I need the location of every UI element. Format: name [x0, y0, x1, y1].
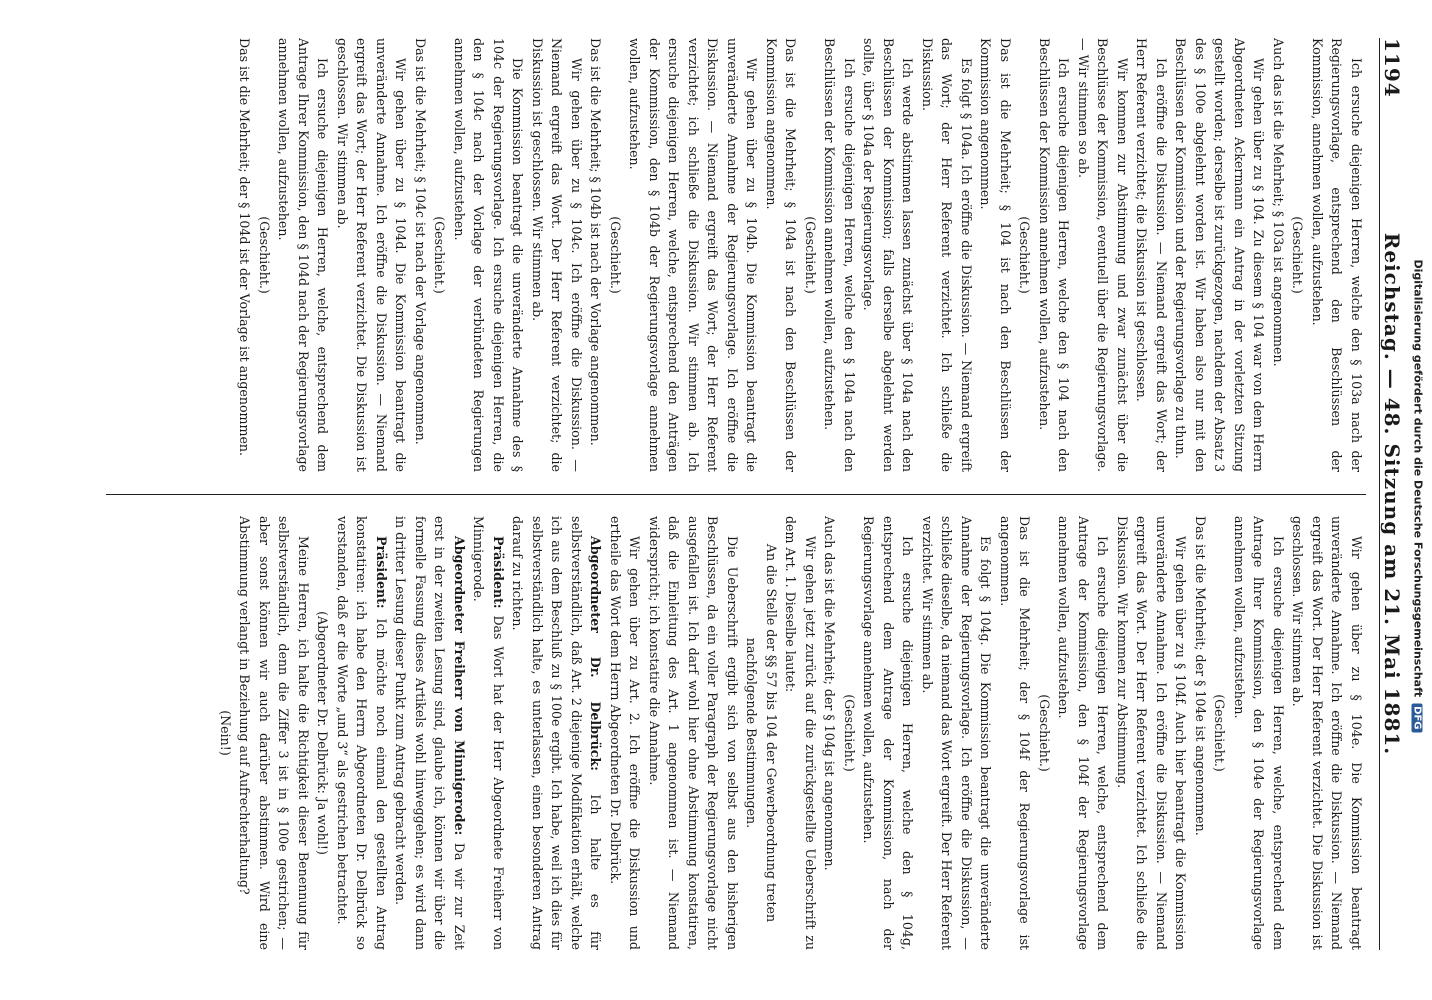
speaker-paragraph: [391, 516, 469, 950]
running-title: Reichstag. — 48. Sitzung am 21. Mai 1881.: [1380, 232, 1404, 756]
right-column: [76, 516, 1366, 950]
text-paragraph: Das ist die Mehrheit; § 104 ist nach den Beschlüssen der Kommission angenommen.: [978, 38, 1013, 472]
text-paragraph: Es folgt § 104g. Die Kommission beantragt die unveränderte Annahme der Regierungsvorlage. Ich eröffne die Diskussion, — schließe dieselbe, da niemand das Wort ergreift. Der Herr Referent verzichtet. Wir stimmen ab.: [920, 516, 994, 950]
centered-note: (Geschieht.): [257, 216, 272, 294]
text-paragraph: Ich ersuche diejenigen Herren, welche den § 104a nach den Beschlüssen der Kommission annehmen wollen, aufzustehen.: [822, 38, 857, 472]
text-paragraph: Das ist die Mehrheit; § 104a ist nach den Beschlüssen der Kommission angenommen.: [764, 38, 799, 472]
speaker-name: Präsident:: [491, 536, 506, 609]
text-paragraph: Wir kommen zur Abstimmung und zwar zunächst über die Beschlüsse der Kommission, eventuell über die Regierungsvorlage. — Wir stimmen so ab.: [1076, 38, 1130, 472]
centered-note: (Geschieht.): [1037, 694, 1052, 772]
text-paragraph: Wir gehen über zu § 104d. Die Kommission beantragt die unveränderte Annahme. Ich eröffne die Diskussion. — Niemand ergreift das Wort; der Herr Referent verzichtet. Die Diskussion ist geschlossen. Wir stimmen ab.: [335, 38, 409, 472]
text-paragraph: Das ist die Mehrheit; der § 104d ist der Vorlage ist angenommen.: [237, 38, 253, 457]
centered-note: (Geschieht.): [842, 694, 857, 772]
text-paragraph: Ich werde abstimmen lassen zunächst über § 104a nach den Beschlüssen der Kommission; falls derselbe abgelehnt werden sollte, über § 104a der Regierungsvorlage.: [861, 38, 916, 472]
speaker-name: Abgeordneter Dr. Delbrück:: [588, 536, 604, 771]
credit-line: [1412, 259, 1425, 732]
centered-note: An die Stelle der §§ 57 bis 104 der Gewerbeordnung treten nachfolgende Bestimmungen.: [744, 543, 779, 923]
page-header: [1379, 38, 1406, 950]
text-paragraph: Es folgt § 104a. Ich eröffne die Diskussion. — Niemand ergreift das Wort; der Herr Referent verzichtet. Ich schließe die Diskussion.: [920, 38, 974, 472]
text-paragraph: Das ist die Mehrheit; § 104c ist nach der Vorlage angenommen.: [413, 38, 428, 445]
speaker-paragraph: [469, 516, 508, 950]
text-paragraph: Ich ersuche diejenigen Herren, welche, entsprechend dem Antrage Ihrer Kommission, den § 104d nach der Regierungsvorlage annehmen wollen, aufzustehen.: [276, 38, 331, 472]
text-paragraph: Meine Herren, ich halte die Richtigkeit dieser Benennung für selbstverständlich, denn die Ziffer 3 ist in § 100e gestrichen; — aber sonst können wir auch darüber abstimmen. Wird eine Abstimmung verlangt in Beziehung auf Aufrechterhaltung?: [237, 516, 311, 950]
page-body: [0, 38, 1432, 950]
text-paragraph: Das ist die Mehrheit; § 104b ist nach der Vorlage angenommen.: [588, 38, 604, 446]
centered-note: (Geschieht.): [1017, 216, 1033, 294]
centered-note: (Abgeordneter Dr. Delbrück: Ja wohl!): [315, 611, 331, 855]
centered-note: (Nein!): [218, 710, 233, 756]
text-columns: [76, 38, 1366, 950]
text-paragraph: Wir gehen über zu § 104. Zu diesem § 104 war von dem Herrn Abgeordneten Ackermann ein Antrag in der vorletzten Sitzung gestellt worden; derselbe ist zurückgezogen, nachdem der Absatz 3 des § 100e abgelehnt worden ist. Wir haben also nur mit den Beschlüssen der Kommission und der Regierungsvorlage zu thun.: [1173, 38, 1267, 472]
text-paragraph: Ich eröffne die Diskussion. — Niemand ergreift das Wort; der Herr Referent verzichtet; die Diskussion ist geschlossen.: [1134, 38, 1169, 472]
text-paragraph: Wir gehen über zu § 104f. Auch hier beantragt die Kommission unveränderte Annahme. Ich eröffne die Diskussion. — Niemand ergreift das Wort. Der Herr Referent verzichtet. Ich schließe die Diskussion. Wir kommen zur Abstimmung.: [1115, 516, 1189, 950]
text-paragraph: Die Ueberschrift ergibt sich von selbst aus den bisherigen Beschlüssen, da ein voller Paragraph der Regierungsvorlage nicht ausgefallen ist. Ich darf wohl hier ohne Abstimmung konstatiren, daß die Einleitung des Art. 1 angenommen ist. — Niemand widerspricht; ich konstatire die Annahme.: [647, 516, 740, 950]
dfg-logo: DFG: [1412, 703, 1423, 732]
centered-note: (Geschieht.): [608, 216, 623, 294]
centered-note: (Geschieht.): [803, 216, 818, 294]
text-paragraph: Ich ersuche diejenigen Herren, welche, entsprechend dem Antrage der Kommission, den § 104f der Regierungsvorlage annehmen wollen, aufzustehen.: [1056, 516, 1111, 950]
text-paragraph: Ich ersuche diejenigen Herren, welche den § 104 nach den Beschlüssen der Kommission annehmen wollen, aufzustehen.: [1037, 38, 1072, 472]
text-paragraph: Auch das ist die Mehrheit; der § 104g ist angenommen.: [822, 516, 838, 871]
speaker-paragraph: [333, 516, 392, 950]
page-number: 1194: [1380, 38, 1404, 98]
text-paragraph: Ich ersuche diejenigen Herren, welche, entsprechend dem Antrage Ihrer Kommission, den § 104e der Regierungsvorlage annehmen wollen, aufzustehen.: [1232, 516, 1286, 950]
text-paragraph: Wir gehen über zu § 104c. Ich eröffne die Diskussion. — Niemand ergreift das Wort. Der Herr Referent verzichtet; die Diskussion ist geschlossen. Wir stimmen ab.: [530, 38, 584, 472]
speech-text: Ich möchte noch einmal den gestellten Antrag konstatiren: ich habe den Herrn Abgeordneten Dr. Delbrück so verstanden, daß er die Worte „und 3“ als gestrichen betrachtet.: [335, 516, 389, 950]
speech-text: Ich halte es für selbstverständlich, daß Art. 2 diejenige Modifikation erhält, welche ich aus dem Beschluß zu § 100e ergibt. Ich habe, weil ich dies für selbstverständlich halte, es unterlassen, einen besonderen Antrag darauf zu richten.: [510, 516, 604, 950]
text-paragraph: Wir gehen über zu § 104e. Die Kommission beantragt unveränderte Annahme. Ich eröffne die Diskussion. — Niemand ergreift das Wort. Der Herr Referent verzichtet. Die Diskussion ist geschlossen. Wir stimmen ab.: [1290, 516, 1364, 950]
text-paragraph: Die Kommission beantragt die unveränderte Annahme des § 104c der Regierungsvorlage. Ich ersuche diejenigen Herren, die den § 104c nach der Vorlage der verbündeten Regierungen annehmen wollen, aufzustehen.: [452, 38, 526, 472]
speaker-name: Präsident:: [374, 536, 389, 609]
speaker-paragraph: [508, 516, 606, 950]
digitization-credit: [1404, 8, 1432, 984]
column-divider: [106, 494, 1366, 495]
speech-text: Das Wort hat der Herr Abgeordnete Freiherr von Minnigerode.: [471, 516, 506, 950]
centered-note: (Geschieht.): [1290, 216, 1306, 294]
text-paragraph: Das ist die Mehrheit; der § 104e ist angenommen.: [1193, 516, 1208, 836]
text-paragraph: Wir gehen jetzt zurück auf die zurückgestellte Ueberschrift zu dem Art. 1. Dieselbe lautet:: [783, 516, 818, 950]
text-paragraph: Wir gehen über zu § 104b. Die Kommission beantragt die unveränderte Annahme der Regierungsvorlage. Ich eröffne die Diskussion. — Niemand ergreift das Wort; der Herr Referent verzichtet; ich schließe die Diskussion. Wir stimmen ab. Ich ersuche diejenigen Herren, welche, entsprechend den Anträgen der Kommission, den § 104b der Regierungsvorlage annehmen wollen, aufzustehen.: [627, 38, 760, 472]
left-column: [76, 38, 1366, 472]
centered-note: (Geschieht.): [432, 216, 448, 294]
text-paragraph: Wir gehen über zu Art. 2. Ich eröffne die Diskussion und ertheile das Wort dem Herrn Abgeordneten Dr. Delbrück.: [608, 516, 643, 950]
speaker-name: Abgeordneter Freiherr von Minnigerode:: [452, 536, 467, 836]
text-paragraph: Auch das ist die Mehrheit; § 103a ist angenommen.: [1271, 38, 1286, 367]
text-paragraph: Ich ersuche diejenigen Herren, welche den § 104g, entsprechend dem Antrage der Kommission, nach der Regierungsvorlage annehmen wollen, aufzustehen.: [861, 516, 916, 950]
centered-note: (Geschieht.): [1212, 694, 1228, 772]
speech-text: Da wir zur Zeit erst in der zweiten Lesung sind, glaube ich, können wir über die formelle Fassung dieses Artikels wohl hinweggehen; es wird dann in dritter Lesung dieser Punkt zum Antrag gebracht werden.: [393, 516, 467, 950]
text-paragraph: Das ist die Mehrheit; der § 104f der Regierungsvorlage ist angenommen.: [998, 516, 1033, 950]
credit-text: Digitalisierung gefördert durch die Deutsche Forschungsgemeinschaft: [1411, 259, 1425, 698]
text-paragraph: Ich ersuche diejenigen Herren, welche den § 103a nach der Regierungsvorlage, entsprechend den Beschlüssen der Kommission, annehmen wollen, aufzustehen.: [1310, 38, 1364, 472]
